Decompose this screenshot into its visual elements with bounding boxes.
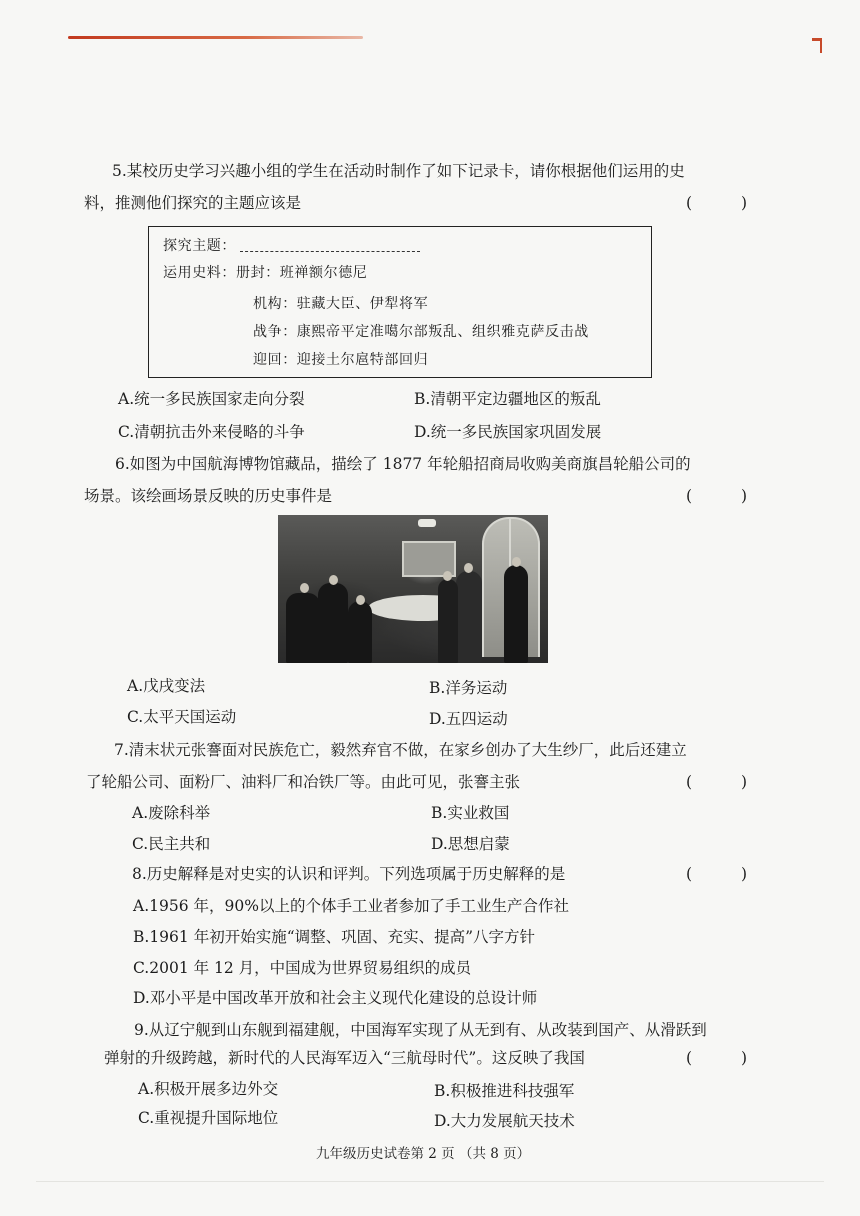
q5-option-d[interactable]: D.统一多民族国家巩固发展 bbox=[414, 423, 602, 441]
q5-answer-blank[interactable]: ( ) bbox=[686, 194, 770, 212]
q6-stem-line2: 场景。该绘画场景反映的历史事件是 bbox=[84, 487, 333, 505]
q5-option-b[interactable]: B.清朝平定边疆地区的叛乱 bbox=[414, 390, 601, 408]
scan-mark-line bbox=[68, 36, 363, 39]
card-source-row bbox=[163, 264, 367, 282]
figure-head bbox=[356, 595, 365, 605]
figure-head bbox=[512, 557, 521, 567]
figure-head bbox=[300, 583, 309, 593]
figure bbox=[504, 565, 528, 663]
q6-option-a[interactable]: A.戊戌变法 bbox=[127, 677, 206, 695]
figure bbox=[348, 601, 372, 663]
card-source-row3: 战争：康熙帝平定准噶尔部叛乱、组织雅克萨反击战 bbox=[253, 324, 589, 340]
q9-stem-line1: 9.从辽宁舰到山东舰到福建舰，中国海军实现了从无到有、从改装到国产、从滑跃到 bbox=[134, 1021, 707, 1039]
q5-stem-line1: 5.某校历史学习兴趣小组的学生在活动时制作了如下记录卡，请你根据他们运用的史 bbox=[112, 162, 685, 180]
q9-stem-line2: 弹射的升级跨越，新时代的人民海军迈入“三航母时代”。这反映了我国 bbox=[104, 1049, 585, 1067]
q5-option-c[interactable]: C.清朝抗击外来侵略的斗争 bbox=[118, 423, 305, 441]
q5-option-a[interactable]: A.统一多民族国家走向分裂 bbox=[118, 390, 305, 408]
q8-stem-line1: 8.历史解释是对史实的认识和评判。下列选项属于历史解释的是 bbox=[132, 865, 566, 883]
q7-option-a[interactable]: A.废除科举 bbox=[132, 804, 211, 822]
q9-answer-blank[interactable]: ( ) bbox=[686, 1049, 770, 1067]
q7-option-b[interactable]: B.实业救国 bbox=[431, 804, 510, 822]
card-source-row2: 机构：驻藏大臣、伊犁将军 bbox=[253, 296, 429, 312]
figure-head bbox=[464, 563, 473, 573]
q6-stem-line1: 6.如图为中国航海博物馆藏品，描绘了 1877 年轮船招商局收购美商旗昌轮船公司的 bbox=[115, 455, 691, 473]
card-topic-blank bbox=[240, 241, 420, 252]
q6-option-b[interactable]: B.洋务运动 bbox=[429, 679, 508, 697]
q6-painting-image bbox=[278, 515, 548, 663]
figure bbox=[456, 571, 482, 663]
q8-answer-blank[interactable]: ( ) bbox=[686, 865, 770, 883]
q9-option-a[interactable]: A.积极开展多边外交 bbox=[138, 1080, 279, 1098]
q6-option-c[interactable]: C.太平天国运动 bbox=[127, 708, 237, 726]
figure-head bbox=[329, 575, 338, 585]
q7-stem-line2: 了轮船公司、面粉厂、油料厂和冶铁厂等。由此可见，张謇主张 bbox=[86, 773, 521, 791]
q8-option-b[interactable]: B.1961 年初开始实施“调整、巩固、充实、提高”八字方针 bbox=[133, 928, 536, 946]
q7-answer-blank[interactable]: ( ) bbox=[686, 773, 770, 791]
page-edge bbox=[36, 1181, 824, 1182]
figure bbox=[318, 583, 348, 663]
q8-option-c[interactable]: C.2001 年 12 月，中国成为世界贸易组织的成员 bbox=[133, 959, 472, 977]
q9-option-d[interactable]: D.大力发展航天技术 bbox=[434, 1112, 575, 1130]
q5-record-card bbox=[148, 226, 652, 378]
q9-option-c[interactable]: C.重视提升国际地位 bbox=[138, 1109, 279, 1127]
page-footer: 九年级历史试卷第 2 页 （共 8 页） bbox=[316, 1146, 531, 1162]
scan-corner-mark bbox=[812, 38, 822, 53]
q6-answer-blank[interactable]: ( ) bbox=[686, 487, 770, 505]
figure bbox=[286, 593, 320, 663]
q7-option-d[interactable]: D.思想启蒙 bbox=[431, 835, 510, 853]
card-source-label: 运用史料： bbox=[163, 265, 236, 281]
q9-option-b[interactable]: B.积极推进科技强军 bbox=[434, 1082, 575, 1100]
q7-option-c[interactable]: C.民主共和 bbox=[132, 835, 211, 853]
q5-stem-line2: 料，推测他们探究的主题应该是 bbox=[84, 194, 302, 212]
card-source-row4: 迎回：迎接土尔扈特部回归 bbox=[253, 352, 429, 368]
q6-option-d[interactable]: D.五四运动 bbox=[429, 710, 508, 728]
figure bbox=[438, 579, 458, 663]
card-source-row1: 册封：班禅额尔德尼 bbox=[236, 265, 368, 281]
figure-head bbox=[443, 571, 452, 581]
chandelier bbox=[418, 519, 436, 527]
card-topic-row bbox=[163, 237, 420, 255]
q8-option-d[interactable]: D.邓小平是中国改革开放和社会主义现代化建设的总设计师 bbox=[133, 989, 538, 1007]
q7-stem-line1: 7.清末状元张謇面对民族危亡，毅然弃官不做，在家乡创办了大生纱厂，此后还建立 bbox=[114, 741, 687, 759]
card-topic-label: 探究主题： bbox=[163, 238, 236, 254]
q8-option-a[interactable]: A.1956 年，90%以上的个体手工业者参加了手工业生产合作社 bbox=[133, 897, 569, 915]
